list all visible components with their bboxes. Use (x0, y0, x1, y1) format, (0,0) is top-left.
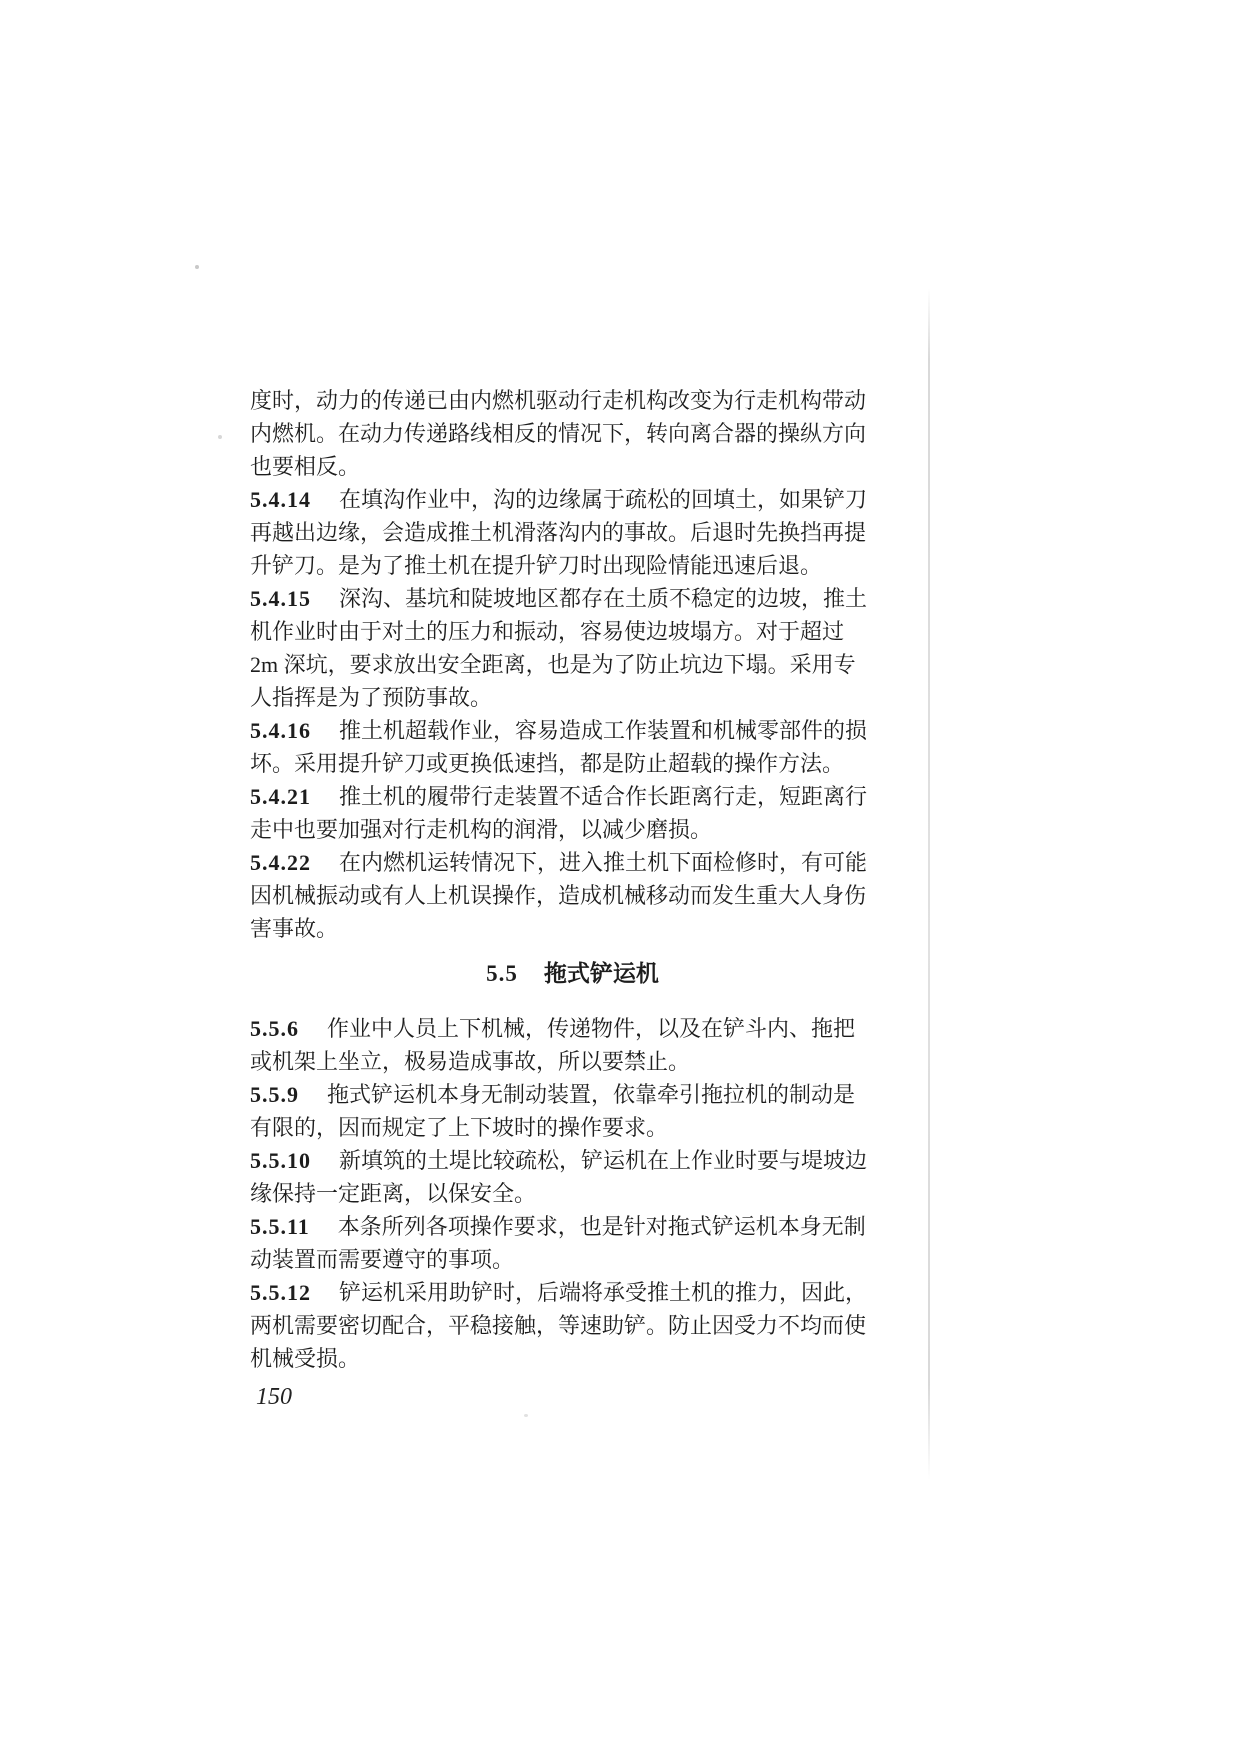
text-line: 机械受损。 (250, 1346, 361, 1371)
text-line: 因机械振动或有人上机误操作，造成机械移动而发生重大人身伤 (250, 883, 867, 908)
clause-number: 5.4.14 (250, 487, 311, 512)
clause-text: 在内燃机运转情况下，进入推土机下面检修时，有可能 (339, 850, 868, 875)
clause-text: 在填沟作业中，沟的边缘属于疏松的回填土，如果铲刀 (339, 487, 868, 512)
clause-text: 推土机超载作业，容易造成工作装置和机械零部件的损 (339, 718, 868, 743)
text-line: 2m 深坑，要求放出安全距离，也是为了防止坑边下塌。采用专 (250, 652, 856, 677)
clause-text: 作业中人员上下机械，传递物件，以及在铲斗内、拖把 (327, 1016, 856, 1041)
text-line (250, 1078, 895, 1111)
clause-5-5-6 (250, 1012, 895, 1078)
clause-number: 5.5.11 (250, 1214, 310, 1239)
clause-5-5-11 (250, 1210, 895, 1276)
clause-number: 5.4.22 (250, 850, 311, 875)
clause-5-4-21 (250, 780, 895, 846)
page-number: 150 (256, 1384, 292, 1410)
clause-5-5-10 (250, 1144, 895, 1210)
section-number: 5.5 (486, 961, 518, 986)
clause-5-4-16 (250, 714, 895, 780)
paragraph-continuation (250, 384, 895, 483)
clause-number: 5.4.15 (250, 586, 311, 611)
text-line: 内燃机。在动力传递路线相反的情况下，转向离合器的操纵方向 (250, 421, 867, 446)
text-line: 升铲刀。是为了推土机在提升铲刀时出现险情能迅速后退。 (250, 553, 823, 578)
clause-5-4-15 (250, 582, 895, 714)
clause-number: 5.5.9 (250, 1082, 299, 1107)
text-line (250, 1144, 895, 1177)
section-title: 拖式铲运机 (543, 961, 659, 986)
scan-speck (218, 435, 222, 439)
clause-text: 推土机的履带行走装置不适合作长距离行走，短距离行 (339, 784, 868, 809)
text-line: 人指挥是为了预防事故。 (250, 685, 493, 710)
clause-number: 5.4.21 (250, 784, 311, 809)
text-line (250, 483, 895, 516)
text-line: 害事故。 (250, 916, 339, 941)
clause-number: 5.4.16 (250, 718, 311, 743)
text-line: 动装置而需要遵守的事项。 (250, 1247, 515, 1272)
clause-5-5-12 (250, 1276, 895, 1375)
text-line: 也要相反。 (250, 454, 361, 479)
clause-text: 深沟、基坑和陡坡地区都存在土质不稳定的边坡，推土 (339, 586, 868, 611)
clause-text: 铲运机采用助铲时，后端将承受推土机的推力，因此， (339, 1280, 868, 1305)
text-line (250, 1012, 895, 1045)
text-line (250, 846, 895, 879)
text-line (250, 714, 895, 747)
section-heading (250, 957, 895, 990)
clause-text: 本条所列各项操作要求，也是针对拖式铲运机本身无制 (337, 1214, 866, 1239)
text-line: 有限的，因而规定了上下坡时的操作要求。 (250, 1115, 669, 1140)
text-line (250, 582, 895, 615)
text-line: 再越出边缘，会造成推土机滑落沟内的事故。后退时先换挡再提 (250, 520, 867, 545)
clause-5-4-14 (250, 483, 895, 582)
text-line: 度时，动力的传递已由内燃机驱动行走机构改变为行走机构带动 (250, 388, 867, 413)
text-line: 走中也要加强对行走机构的润滑，以减少磨损。 (250, 817, 713, 842)
text-column (250, 384, 895, 1375)
scan-speck (524, 1414, 528, 1417)
clause-number: 5.5.10 (250, 1148, 311, 1173)
text-line: 机作业时由于对土的压力和振动，容易使边坡塌方。对于超过 (250, 619, 845, 644)
clause-text: 新填筑的土堤比较疏松，铲运机在上作业时要与堤坡边 (339, 1148, 868, 1173)
text-line: 两机需要密切配合，平稳接触，等速助铲。防止因受力不均而使 (250, 1313, 867, 1338)
text-line: 缘保持一定距离，以保安全。 (250, 1181, 537, 1206)
scan-edge-shadow (928, 288, 930, 1480)
text-line: 坏。采用提升铲刀或更换低速挡，都是防止超载的操作方法。 (250, 751, 845, 776)
clause-number: 5.5.6 (250, 1016, 299, 1041)
scan-speck (195, 265, 199, 269)
clause-5-4-22 (250, 846, 895, 945)
clause-5-5-9 (250, 1078, 895, 1144)
text-line (250, 1210, 895, 1243)
text-line (250, 780, 895, 813)
clause-text: 拖式铲运机本身无制动装置，依靠牵引拖拉机的制动是 (327, 1082, 856, 1107)
text-line: 或机架上坐立，极易造成事故，所以要禁止。 (250, 1049, 691, 1074)
clause-number: 5.5.12 (250, 1280, 311, 1305)
text-line (250, 1276, 895, 1309)
